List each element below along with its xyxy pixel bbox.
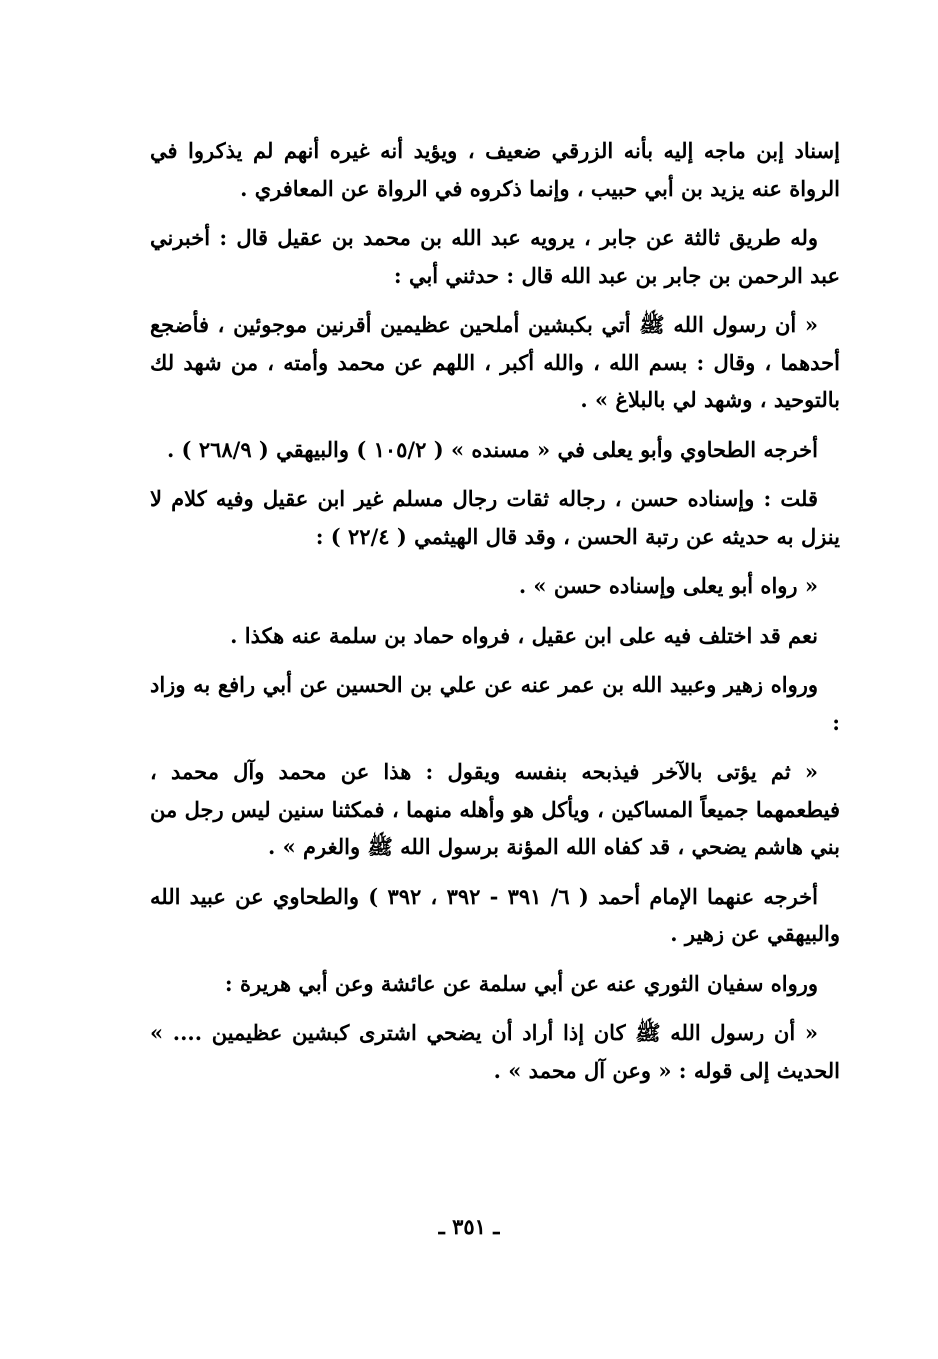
paragraph: إسناد إبن ماجه إليه بأنه الزرقي ضعيف ، ويؤيد أنه غيره أنهم لم يذكروا في الرواة عنه يزيد بن أبي حبيب ، وإنما ذكروه في الرواة عن المعافري . (150, 138, 840, 201)
paragraph: وله طريق ثالثة عن جابر ، يرويه عبد الله بن محمد بن عقيل قال : أخبرني عبد الرحمن بن جابر بن عبد الله قال : حدثني أبي : (150, 225, 840, 288)
body-text (150, 132, 840, 1101)
paragraph: نعم قد اختلف فيه على ابن عقيل ، فرواه حماد بن سلمة عنه هكذا . (230, 622, 818, 648)
quote: « رواه أبو يعلى وإسناده حسن » . (518, 573, 818, 598)
paragraph: ورواه سفيان الثوري عنه عن أبي سلمة عن عائشة وعن أبي هريرة : (224, 970, 818, 996)
page-number: ـ ٣٥١ ـ (438, 1214, 500, 1239)
paragraph: قلت : وإسناده حسن ، رجاله ثقات رجال مسلم غير ابن عقيل وفيه كلام لا ينزل به حديثه عن رتبة الحسن ، وقد قال الهيثمي ( ٢٢/٤ ) : (150, 486, 840, 549)
paragraph: ورواه زهير وعبيد الله بن عمر عنه عن علي بن الحسين عن أبي رافع به وزاد : (150, 672, 840, 735)
paragraph: أخرجه الطحاوي وأبو يعلى في « مسنده » ( ١٠٥/٢ ) والبيهقي ( ٢٦٨/٩ ) . (166, 436, 818, 462)
hadith-quote: « أن رسول الله ﷺ كان إذا أراد أن يضحي اشترى كبشين عظيمين .... » الحديث إلى قوله : « وعن آل محمد » . (150, 1020, 840, 1083)
hadith-quote: « ثم يؤتى بالآخر فيذبحه بنفسه ويقول : هذا عن محمد وآل محمد ، فيطعمهما جميعاً المساكين ، ويأكل هو وأهله منهما ، فمكثنا سنين ليس رجل من بني هاشم يضحي ، قد كفاه الله المؤنة برسول الله ﷺ والغرم » . (150, 759, 840, 859)
hadith-quote: « أن رسول الله ﷺ أتي بكبشين أملحين عظيمين أقرنين موجوئين ، فأضجع أحدهما ، وقال : بسم الله ، والله أكبر ، اللهم عن محمد وأمته ، من شهد لك بالتوحيد ، وشهد لي بالبلاغ » . (150, 312, 840, 412)
paragraph: أخرجه عنهما الإمام أحمد ( ٦/ ٣٩١ - ٣٩٢ ، ٣٩٢ ) والطحاوي عن عبيد الله والبيهقي عن زهير . (150, 883, 840, 946)
